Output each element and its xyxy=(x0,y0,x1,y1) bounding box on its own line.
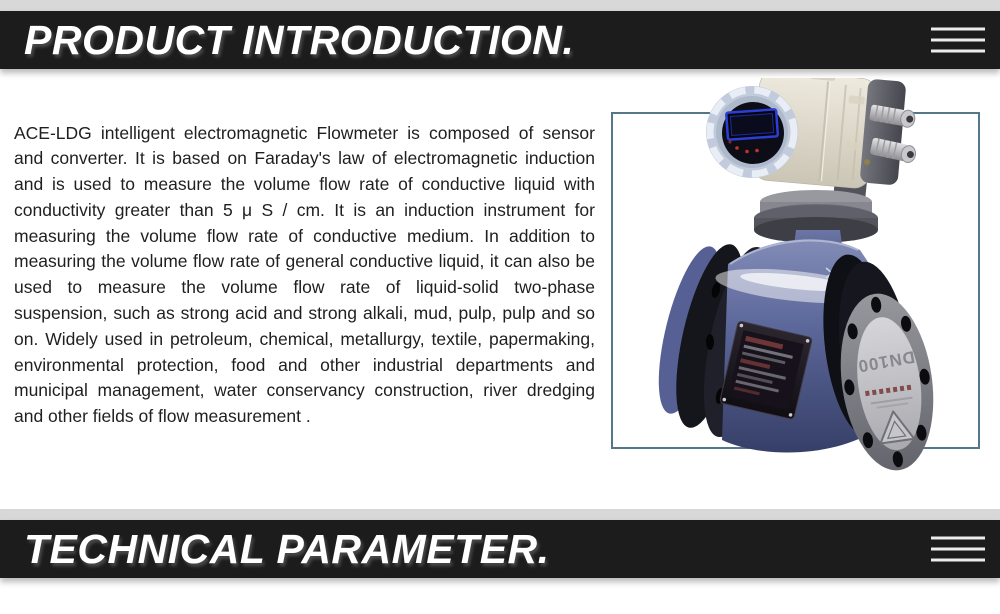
flowmeter-product-photo xyxy=(610,78,982,478)
intro-paragraph: ACE-LDG intelligent electromagnetic Flowmeter is composed of sensor and converter. It is based on Faraday's law of electromagnetic induction and is used to measure the volume flow rate of conductive liquid with conductivity greater than 5 μ S / cm. It is an induction instrument for measuring the volume flow rate of conductive medium. In addition to measuring the volume flow rate of general conductive liquid, it can also be used to measure the volume flow rate of liquid-solid two-phase suspension, such as strong acid and strong alkali, mud, pulp, pulp and so on. Widely used in petroleum, chemical, metallurgy, textile, papermaking, environmental protection, food and other industrial departments and municipal management, water conservancy construction, river dredging and other fields of flow measurement . xyxy=(14,122,595,427)
technical-parameter-header xyxy=(0,520,1000,578)
flange-face-label: DN100 xyxy=(855,347,917,376)
menu-line xyxy=(931,50,985,53)
menu-line xyxy=(931,28,985,31)
technical-parameter-title: TECHNICAL PARAMETER. xyxy=(24,526,550,572)
menu-lines-icon xyxy=(931,28,985,53)
menu-lines-icon xyxy=(931,537,985,562)
menu-line xyxy=(931,548,985,551)
product-introduction-header xyxy=(0,11,1000,69)
menu-line xyxy=(931,39,985,42)
menu-line xyxy=(931,559,985,562)
product-introduction-title: PRODUCT INTRODUCTION. xyxy=(24,17,575,63)
converter-head xyxy=(706,78,917,189)
flowmeter-display xyxy=(726,109,778,139)
bottom-gray-strip xyxy=(0,509,1000,520)
top-gray-strip xyxy=(0,0,1000,11)
menu-line xyxy=(931,537,985,540)
